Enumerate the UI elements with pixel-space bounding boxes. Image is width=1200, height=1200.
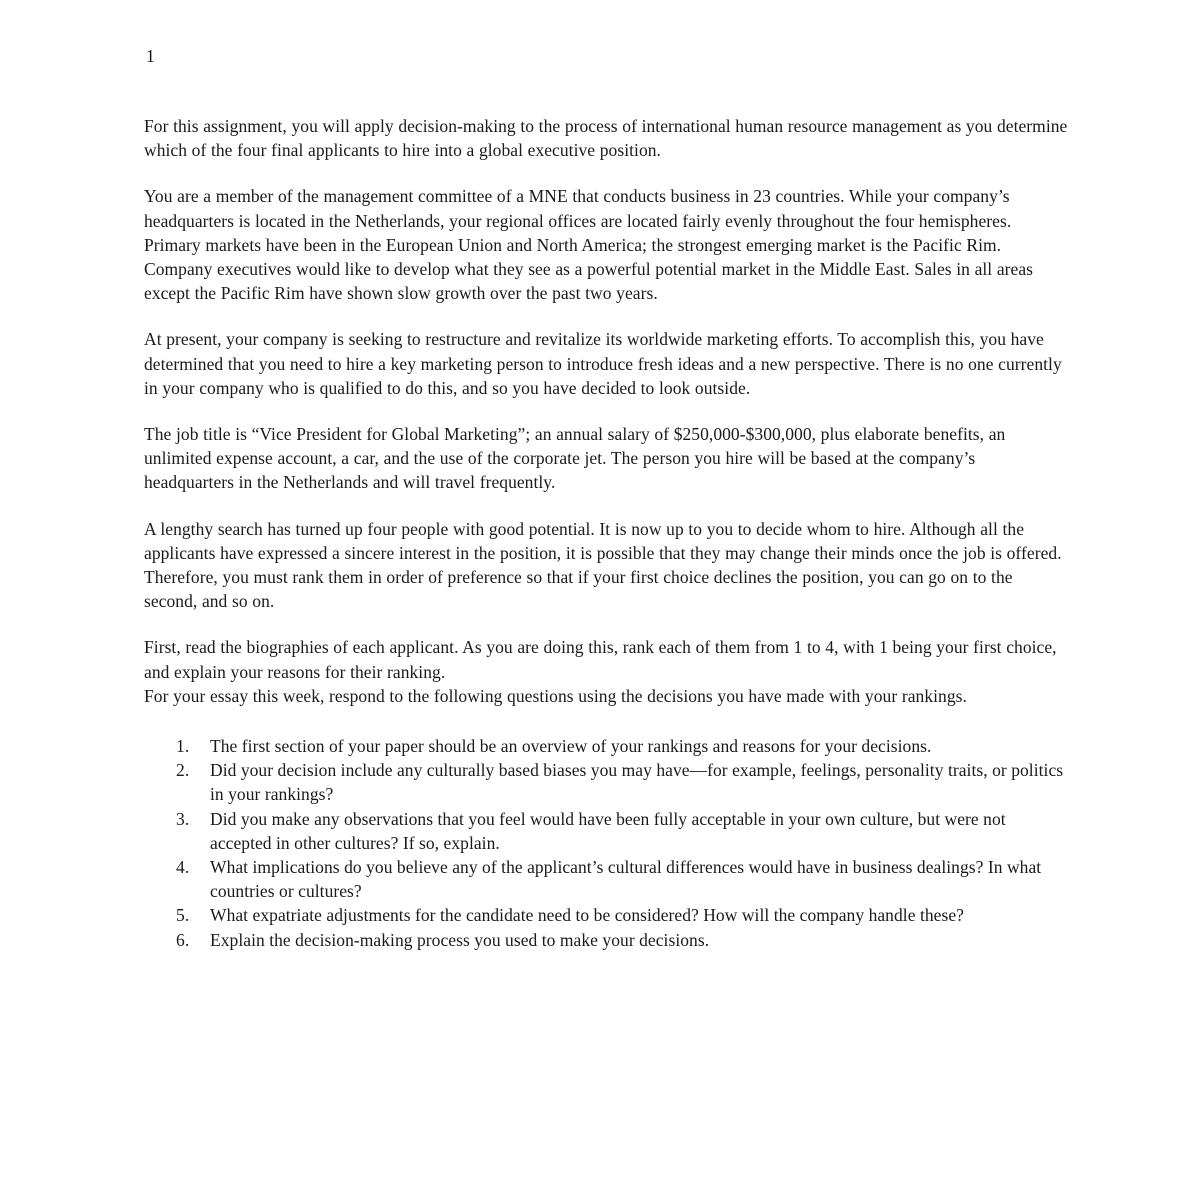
list-item [144,734,1068,758]
paragraph-job-title: The job title is “Vice President for Global Marketing”; an annual salary of $250,000-$300,000, plus elaborate benefits, an unlimited expense account, a car, and the use of the corporate jet. The person you hire will be based at the company’s headquarters in the Netherlands and will travel frequently. [144,424,1006,493]
list-item [144,807,1068,855]
paragraph-read-biographies: First, read the biographies of each applicant. As you are doing this, rank each of them from 1 to 4, with 1 being your first choice, and explain your reasons for their ranking. [144,637,1057,682]
list-item [144,758,1068,806]
list-item [144,928,1068,952]
list-item [144,903,1068,927]
list-item-text: What implications do you believe any of the applicant’s cultural differences would have in business dealings? In what countries or cultures? [210,857,1042,902]
list-item-text: Did you make any observations that you feel would have been fully acceptable in your own culture, but were not accepted in other cultures? If so, explain. [210,808,1006,853]
question-list [144,734,1068,952]
paragraph-search: A lengthy search has turned up four people with good potential. It is now up to you to decide whom to hire. Although all the applicants have expressed a sincere interest in the position, it is possible that they may change their minds once the job is offered. Therefore, you must rank them in order of preference so that if your first choice declines the position, you can go on to the second, and so on. [144,518,1062,612]
list-item [144,855,1068,903]
paragraph-essay-instructions: For your essay this week, respond to the following questions using the decisions you have made with your rankings. [144,685,967,706]
list-item-text: Explain the decision-making process you used to make your decisions. [210,929,710,950]
paragraph-company-background: You are a member of the management committee of a MNE that conducts business in 23 countries. While your company’s headquarters is located in the Netherlands, your regional offices are located fairly evenly throughout the four hemispheres. Primary markets have been in the European Union and North America; the strongest emerging market is the Pacific Rim. Company executives would like to develop what they see as a powerful potential market in the Middle East. Sales in all areas except the Pacific Rim have shown slow growth over the past two years. [144,186,1034,304]
paragraph-intro: For this assignment, you will apply decision-making to the process of international human resource management as you determine which of the four final applicants to hire into a global executive position. [144,116,1068,161]
document-body [144,114,1068,952]
list-item-text: Did your decision include any culturally based biases you may have—for example, feelings, personality traits, or politics in your rankings? [210,760,1064,805]
document-content [144,44,1068,952]
list-item-text: The first section of your paper should be an overview of your rankings and reasons for your decisions. [210,736,932,757]
list-item-text: What expatriate adjustments for the candidate need to be considered? How will the company handle these? [210,905,964,926]
paragraph-restructure: At present, your company is seeking to restructure and revitalize its worldwide marketing efforts. To accomplish this, you have determined that you need to hire a key marketing person to introduce fresh ideas and a new perspective. There is no one currently in your company who is qualified to do this, and so you have decided to look outside. [144,329,1062,398]
page-number: 1 [146,46,155,66]
